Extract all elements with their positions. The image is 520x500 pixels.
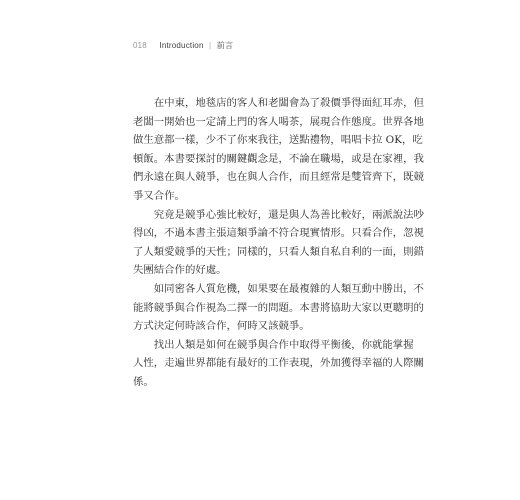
paragraph-line: 得凶，不過本書主張這類爭論不符合現實情形。只看合作，忽視 (133, 227, 424, 240)
paragraph-line: 方式決定何時該合作，何時又該競爭。 (133, 320, 310, 333)
paragraph-line: 人性，走遍世界都能有最好的工作表現，外加獲得幸福的人際關 (133, 357, 424, 370)
paragraph-1 (133, 94, 424, 206)
paragraph-3 (133, 280, 424, 336)
paragraph-line: 頓飯。本書要探討的關鍵觀念是，不論在職場，或是在家裡，我 (133, 152, 424, 165)
paragraph-line: 們永遠在與人競爭，也在與人合作，而且經常是雙管齊下，既競 (133, 171, 424, 184)
section-separator: | (209, 41, 212, 50)
running-header (133, 40, 233, 51)
paragraph-line: 究竟是競爭心強比較好，還是與人為善比較好，兩派說法吵 (153, 208, 424, 221)
body-text (133, 94, 424, 392)
page-number: 018 (133, 41, 147, 50)
paragraph-line: 了人類愛競爭的天性；同樣的，只看人類自私自利的一面，則錯 (133, 245, 424, 258)
paragraph-line: 係。 (133, 375, 154, 388)
paragraph-line: 找出人類是如何在競爭與合作中取得平衡後，你就能掌握 (153, 338, 414, 351)
section-title-zh: 前言 (216, 41, 234, 50)
paragraph-line: 爭又合作。 (133, 189, 185, 202)
paragraph-line: 老闆一開始也一定請上門的客人喝茶，展現合作態度。世界各地 (133, 115, 424, 128)
paragraph-line: 如同密各人質危機，如果要在最複雜的人類互動中勝出，不 (153, 282, 424, 295)
paragraph-line: 能將競爭與合作視為二擇一的問題。本書將協助大家以更聰明的 (133, 301, 424, 314)
section-title-en: Introduction (159, 41, 204, 50)
paragraph-line: 失團結合作的好處。 (133, 264, 227, 277)
paragraph-2 (133, 206, 424, 280)
paragraph-line: 在中東，地毯店的客人和老闆會為了殺價爭得面紅耳赤，但 (153, 97, 424, 109)
paragraph-line: 做生意都一樣，少不了你來我往，送點禮物，唱唱卡拉 OK，吃 (133, 134, 423, 147)
paragraph-4 (133, 336, 424, 392)
